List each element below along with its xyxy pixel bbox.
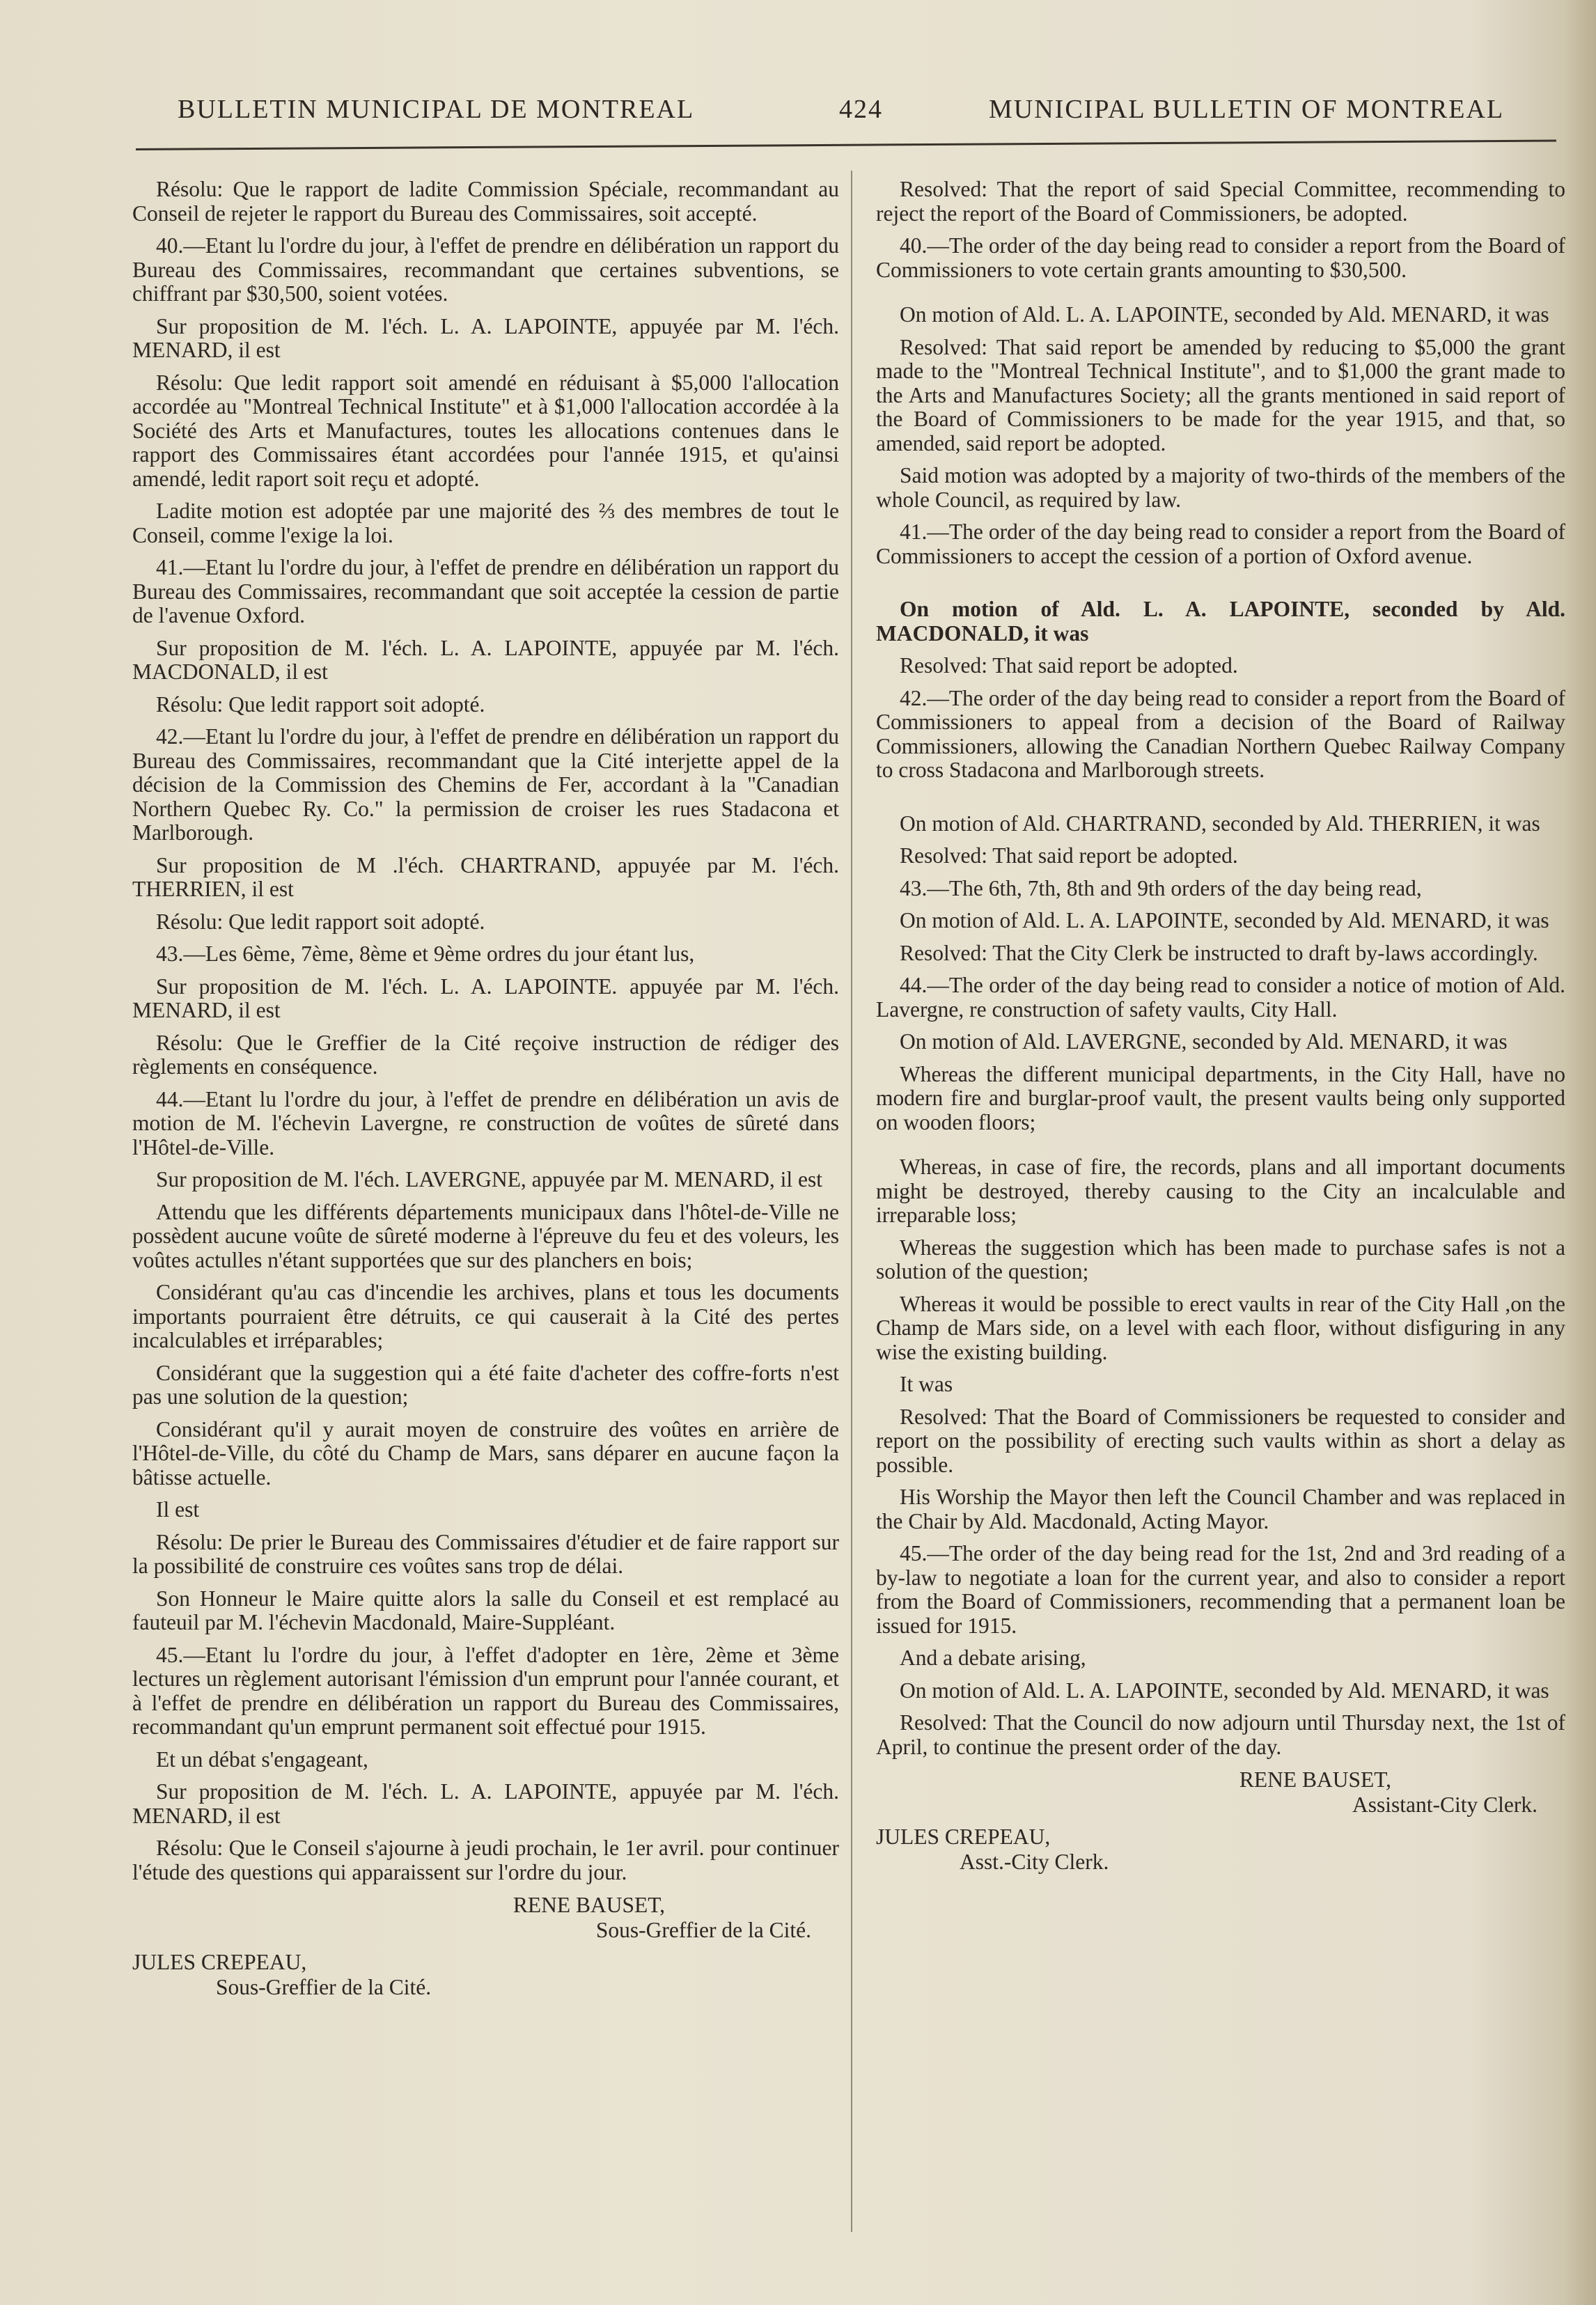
- en-paragraph: His Worship the Mayor then left the Council Chamber and was replaced in the Chair by Ald. Macdonald, Acting Mayor.: [876, 1485, 1565, 1533]
- fr-signature-title: Sous-Greffier de la Cité.: [595, 1918, 811, 1942]
- french-column: [132, 178, 839, 2000]
- en-paragraph: 41.—The order of the day being read to consider a report from the Board of Commissioners to accept the cession of a portion of Oxford avenue.: [876, 519, 1565, 568]
- en-signature-title: Asst.-City Clerk.: [960, 1850, 1109, 1874]
- fr-paragraph: Sur proposition de M. l'éch. L. A. LAPOINTE, appuyée par M. l'éch. MACDONALD, il est: [132, 635, 839, 684]
- fr-paragraph: Sur proposition de M .l'éch. CHARTRAND, appuyée par M. l'éch. THERRIEN, il est: [132, 852, 839, 901]
- fr-paragraph: Considérant qu'au cas d'incendie les archives, plans et tous les documents importants pourraient être détruits, ce qui causerait à la Cité des pertes incalculables et irréparables;: [132, 1280, 839, 1352]
- en-paragraph: It was: [900, 1372, 953, 1396]
- en-paragraph: Whereas, in case of fire, the records, plans and all important documents might be destroyed, thereby causing to the City an incalculable and irreparable loss;: [876, 1155, 1565, 1227]
- en-paragraph: 43.—The 6th, 7th, 8th and 9th orders of the day being read,: [900, 875, 1422, 900]
- fr-paragraph: Résolu: Que le rapport de ladite Commission Spéciale, recommandant au Conseil de rejeter le rapport du Bureau des Commissaires, soit accepté.: [132, 177, 839, 226]
- fr-paragraph: Il est: [156, 1497, 200, 1522]
- en-signature-name: JULES CREPEAU,: [876, 1825, 1051, 1849]
- en-paragraph: 44.—The order of the day being read to consider a notice of motion of Ald. Lavergne, re construction of safety vaults, City Hall.: [876, 973, 1565, 1022]
- column-divider: [851, 171, 852, 2232]
- header-rule: [136, 140, 1556, 150]
- en-paragraph: On motion of Ald. L. A. LAPOINTE, seconded by Ald. MENARD, it was: [900, 908, 1549, 932]
- fr-paragraph: Résolu: De prier le Bureau des Commissaires d'étudier et de faire rapport sur la possibilité de construire ces voûtes sans trop de délai.: [132, 1529, 839, 1578]
- en-signature-title: Assistant-City Clerk.: [1352, 1792, 1538, 1817]
- fr-paragraph: Résolu: Que ledit rapport soit adopté.: [156, 909, 485, 934]
- fr-paragraph: Résolu: Que ledit rapport soit amendé en réduisant à $5,000 l'allocation accordée au "Montreal Technical Institute" et à $1,000 l'allocation accordée à la Société des Arts et Manufactures, toutes les allocations contenues dans le rapport des Commissaires étant accordées pour l'année 1915, et qu'ainsi amendé, ledit raport soit reçu et adopté.: [132, 370, 839, 491]
- fr-paragraph: Résolu: Que le Greffier de la Cité reçoive instruction de rédiger des règlements en conséquence.: [132, 1030, 839, 1079]
- en-paragraph: Resolved: That the Board of Commissioners be requested to consider and report on the possibility of erecting such vaults within as short a delay as possible.: [876, 1404, 1565, 1477]
- fr-paragraph: Ladite motion est adoptée par une majorité des ⅔ des membres de tout le Conseil, comme l'exige la loi.: [132, 499, 839, 547]
- fr-paragraph: Sur proposition de M. l'éch. L. A. LAPOINTE. appuyée par M. l'éch. MENARD, il est: [132, 974, 839, 1022]
- page-number: 424: [839, 95, 883, 124]
- fr-paragraph: Sur proposition de M. l'éch. LAVERGNE, appuyée par M. MENARD, il est: [156, 1167, 822, 1191]
- fr-paragraph: 43.—Les 6ème, 7ème, 8ème et 9ème ordres du jour étant lus,: [156, 941, 695, 966]
- en-paragraph: Said motion was adopted by a majority of two-thirds of the members of the whole Council, as required by law.: [876, 463, 1565, 512]
- header-right-title: MUNICIPAL BULLETIN OF MONTREAL: [989, 95, 1505, 124]
- en-paragraph: On motion of Ald. L. A. LAPOINTE, seconded by Ald. MENARD, it was: [900, 1678, 1549, 1703]
- en-paragraph: Whereas it would be possible to erect vaults in rear of the City Hall ,on the Champ de Mars side, on a level with each floor, without disfiguring in any wise the existing building.: [876, 1291, 1565, 1364]
- en-paragraph: On motion of Ald. LAVERGNE, seconded by Ald. MENARD, it was: [900, 1029, 1508, 1054]
- fr-paragraph: Et un débat s'engageant,: [156, 1747, 368, 1772]
- en-paragraph: Resolved: That said report be adopted.: [900, 843, 1238, 868]
- en-paragraph: Resolved: That said report be adopted.: [900, 653, 1238, 678]
- fr-paragraph: Son Honneur le Maire quitte alors la salle du Conseil et est remplacé au fauteuil par M. l'échevin Macdonald, Maire-Suppléant.: [132, 1586, 839, 1634]
- fr-paragraph: 40.—Etant lu l'ordre du jour, à l'effet de prendre en délibération un rapport du Bureau des Commissaires, recommandant que certaines subventions, se chiffrant par $30,500, soient votées.: [132, 233, 839, 306]
- en-paragraph: On motion of Ald. L. A. LAPOINTE, seconded by Ald. MENARD, it was: [900, 302, 1549, 327]
- en-paragraph: Resolved: That the Council do now adjourn until Thursday next, the 1st of April, to continue the present order of the day.: [876, 1710, 1565, 1759]
- fr-paragraph: Attendu que les différents départements municipaux dans l'hôtel-de-Ville ne possèdent aucune voûte de sûreté moderne à l'épreuve du feu et des voleurs, les voûtes actulles n'étant supportées que sur des planchers en bois;: [132, 1199, 839, 1272]
- page-header: [0, 94, 1596, 136]
- en-paragraph: 45.—The order of the day being read for the 1st, 2nd and 3rd reading of a by-law to negotiate a loan for the current year, and also to consider a report from the Board of Commissioners, recommending that a permanent loan be issued for 1915.: [876, 1541, 1565, 1638]
- en-paragraph: 40.—The order of the day being read to consider a report from the Board of Commissioners to vote certain grants amounting to $30,500.: [876, 233, 1565, 282]
- fr-paragraph: Considérant que la suggestion qui a été faite d'acheter des coffre-forts n'est pas une solution de la question;: [132, 1360, 839, 1409]
- fr-signature-name: JULES CREPEAU,: [132, 1950, 307, 1974]
- fr-paragraph: Sur proposition de M. l'éch. L. A. LAPOINTE, appuyée par M. l'éch. MENARD, il est: [132, 1779, 839, 1828]
- fr-paragraph: Considérant qu'il y aurait moyen de construire des voûtes en arrière de l'Hôtel-de-Ville, du côté du Champ de Mars, sans déparer en aucune façon la bâtisse actuelle.: [132, 1416, 839, 1490]
- fr-paragraph: Résolu: Que ledit rapport soit adopté.: [156, 692, 485, 717]
- en-paragraph: Resolved: That said report be amended by reducing to $5,000 the grant made to the "Montreal Technical Institute", and to $1,000 the grant made to the Arts and Manufactures Society; all the grants mentioned in said report of the Board of Commissioners to be made for the year 1915, and that, so amended, said report be adopted.: [876, 334, 1565, 455]
- fr-paragraph: 41.—Etant lu l'ordre du jour, à l'effet de prendre en délibération un rapport du Bureau des Commissaires, recommandant que soit acceptée la cession de partie de l'avenue Oxford.: [132, 555, 839, 627]
- en-paragraph: Whereas the suggestion which has been made to purchase safes is not a solution of the question;: [876, 1235, 1565, 1283]
- en-paragraph: Resolved: That the City Clerk be instructed to draft by-laws accordingly.: [900, 940, 1538, 965]
- fr-paragraph: Résolu: Que le Conseil s'ajourne à jeudi prochain, le 1er avril. pour continuer l'étude des questions qui apparaissent sur l'ordre du jour.: [132, 1836, 839, 1884]
- en-paragraph: Resolved: That the report of said Special Committee, recommending to reject the report of the Board of Commissioners, be adopted.: [876, 177, 1565, 226]
- fr-paragraph: Sur proposition de M. l'éch. L. A. LAPOINTE, appuyée par M. l'éch. MENARD, il est: [132, 313, 839, 362]
- fr-paragraph: 45.—Etant lu l'ordre du jour, à l'effet d'adopter en 1ère, 2ème et 3ème lectures un règlement autorisant l'émission d'un emprunt pour l'année courant, et à l'effet de prendre en délibération un rapport du Bureau des Commissaires, recommandant qu'un emprunt permanent soit effectué pour 1915.: [132, 1642, 839, 1739]
- en-paragraph: On motion of Ald. L. A. LAPOINTE, seconded by Ald. MACDONALD, it was: [876, 597, 1565, 646]
- english-column: [876, 178, 1565, 1875]
- en-paragraph: And a debate arising,: [900, 1646, 1086, 1670]
- en-paragraph: Whereas the different municipal departments, in the City Hall, have no modern fire and burglar-proof vault, the present vaults being only supported on wooden floors;: [876, 1061, 1565, 1134]
- fr-paragraph: 42.—Etant lu l'ordre du jour, à l'effet de prendre en délibération un rapport du Bureau des Commissaires, recommandant que la Cité interjette appel de la décision de la Commission des Chemins de Fer, accordant à la "Canadian Northern Quebec Ry. Co." la permission de croiser les rues Stadacona et Marlborough.: [132, 724, 839, 845]
- fr-paragraph: 44.—Etant lu l'ordre du jour, à l'effet de prendre en délibération un avis de motion de M. l'échevin Lavergne, re construction de voûtes de sûreté dans l'Hôtel-de-Ville.: [132, 1086, 839, 1159]
- en-signature-name: RENE BAUSET,: [1239, 1767, 1391, 1792]
- en-paragraph: On motion of Ald. CHARTRAND, seconded by Ald. THERRIEN, it was: [900, 811, 1540, 836]
- fr-signature-name: RENE BAUSET,: [513, 1893, 665, 1917]
- en-paragraph: 42.—The order of the day being read to consider a report from the Board of Commissioners to appeal from a decision of the Board of Railway Commissioners, allowing the Canadian Northern Quebec Railway Company to cross Stadacona and Marlborough streets.: [876, 685, 1565, 782]
- fr-signature-title: Sous-Greffier de la Cité.: [216, 1975, 432, 1999]
- header-left-title: BULLETIN MUNICIPAL DE MONTREAL: [178, 95, 695, 124]
